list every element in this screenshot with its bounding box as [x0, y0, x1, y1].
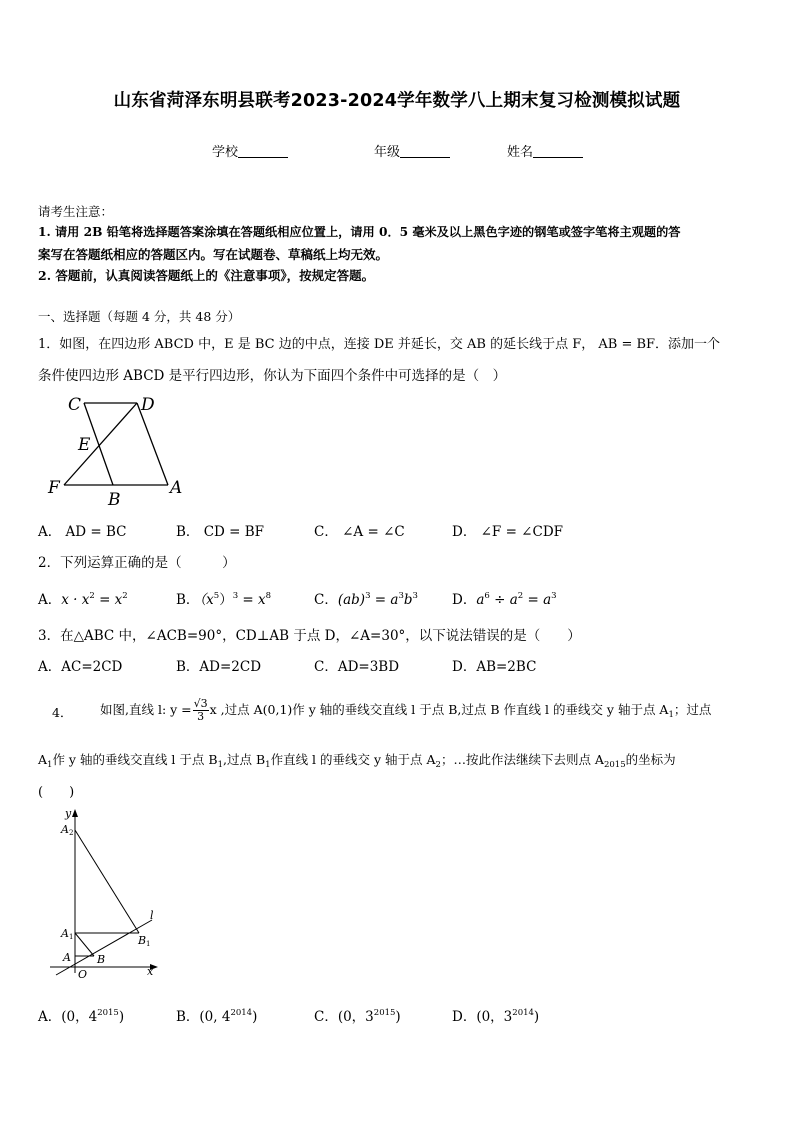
label-f: F: [48, 478, 60, 498]
q2-option-d-mid: ÷ a: [489, 592, 518, 608]
label-o: O: [78, 968, 88, 981]
q4-sub-1a: 1: [668, 710, 674, 720]
q4-paren: ( ): [38, 785, 75, 800]
q2-stem: 2．下列运算正确的是（ ）: [38, 555, 236, 571]
notice-line-1a: 1. 请用 2B 铅笔将选择题答案涂填在答题纸相应位置上，请用 0．5 毫米及以上黑色字迹的钢笔或签字笔将主观题的答: [38, 225, 681, 239]
q4-stem-line1: [100, 692, 711, 728]
q2-option-b-label: B．: [176, 592, 200, 608]
q4-l2-a: A: [38, 752, 48, 767]
q4-l2-sub3: 1: [265, 760, 271, 770]
q2-option-d-rhs: = a: [523, 592, 552, 608]
y-axis-arrow: [72, 809, 78, 817]
q2-option-c-exp1: 3: [365, 591, 371, 601]
q3-option-b[interactable]: B．AD=2CD: [176, 659, 262, 675]
grade-field[interactable]: [374, 141, 450, 160]
q3-option-a[interactable]: A．AC=2CD: [38, 659, 123, 675]
q2-option-b-exp1: 5: [213, 591, 220, 601]
school-field[interactable]: [212, 141, 288, 160]
q4-fraction: [193, 698, 209, 723]
q2-option-b-exp2: 3: [232, 591, 239, 601]
q4-l2-c: ,过点 B: [223, 752, 266, 767]
label-a2-sub: 2: [69, 829, 74, 837]
label-b1-sub: 1: [146, 940, 151, 948]
q2-option-c-label: C．: [314, 592, 338, 608]
label-a1: A: [61, 927, 69, 940]
notice-line-1b: 案写在答题纸相应的答题区内。写在试题卷、草稿纸上均无效。: [38, 247, 389, 262]
school-blank[interactable]: [238, 144, 288, 158]
q2-option-d-exp3: 3: [551, 591, 557, 601]
q4-l2-sub5: 2015: [603, 760, 626, 770]
name-blank[interactable]: [533, 144, 583, 158]
q4-option-b-exp: 2014: [230, 1008, 253, 1018]
q4-option-d[interactable]: [452, 1005, 539, 1025]
label-a: A: [63, 951, 71, 964]
q4-frac-den: 3: [197, 710, 205, 723]
q2-option-c-exp3: 3: [412, 591, 418, 601]
label-a2: A: [61, 823, 69, 836]
label-b: B: [108, 490, 121, 508]
q4-option-d-label: D．(0，3: [452, 1009, 513, 1025]
label-x: x: [147, 965, 154, 978]
q4-l2-sub4: 2: [435, 760, 441, 770]
label-a1-sub: 1: [69, 933, 74, 941]
segment-df: [64, 403, 137, 485]
q2-option-d-label: D．: [452, 592, 477, 608]
q4-number: 4．: [52, 705, 73, 720]
segment-ba1: [75, 933, 94, 956]
grade-blank[interactable]: [400, 144, 450, 158]
q2-option-c-rhs: = a: [370, 592, 399, 608]
q2-option-b-expr: （x: [199, 592, 214, 608]
name-label: 姓名: [507, 145, 534, 160]
q1-stem-line2: 条件使四边形 ABCD 是平行四边形，你认为下面四个条件中可选择的是（ ）: [38, 368, 507, 384]
label-b1: B: [138, 934, 147, 947]
q4-after-frac: x ,过点 A(0,1)作 y 轴的垂线交直线 l 于点 B,过点 B 作直线 l 的垂线交 y 轴于点 A: [209, 702, 669, 717]
q2-option-b-mid: ）: [219, 592, 233, 608]
q2-option-c-exp2: 3: [398, 591, 404, 601]
q4-l2-sub2: 1: [217, 760, 223, 770]
q2-option-c-expr: (ab): [337, 592, 366, 608]
name-field[interactable]: [507, 141, 583, 160]
q4-option-d-end: ): [533, 1009, 540, 1025]
page-title: 山东省菏泽东明县联考2023-2024学年数学八上期末复习检测模拟试题: [113, 91, 681, 111]
q4-stem-line2: [38, 750, 676, 768]
q1-option-c[interactable]: C． ∠A = ∠C: [314, 524, 405, 540]
q3-option-d[interactable]: D．AB=2BC: [452, 659, 537, 675]
q1-option-a[interactable]: A． AD = BC: [38, 524, 127, 540]
q4-after-sub: ；过点: [673, 702, 712, 717]
notice-line-2: 2. 答题前，认真阅读答题纸上的《注意事项》，按规定答题。: [38, 268, 375, 283]
section-heading: 一、选择题（每题 4 分，共 48 分）: [38, 309, 241, 324]
q2-option-a-exp2: 2: [122, 591, 128, 601]
label-l: l: [150, 909, 154, 922]
q4-lead: 如图,直线 l: y =: [100, 702, 192, 717]
q1-figure: [40, 388, 200, 508]
q4-l2-f: 的坐标为: [625, 752, 676, 767]
q4-figure: [44, 805, 174, 985]
q4-option-c[interactable]: [314, 1005, 401, 1025]
q4-l2-b: 作 y 轴的垂线交直线 l 于点 B: [52, 752, 218, 767]
label-d: D: [141, 395, 155, 415]
q4-option-c-exp: 2015: [373, 1008, 396, 1018]
q4-option-b[interactable]: [176, 1005, 257, 1025]
q2-option-c-rhs2: b: [403, 592, 413, 608]
label-b: B: [97, 953, 106, 966]
q2-option-a-exp1: 2: [89, 591, 95, 601]
q1-option-d[interactable]: D． ∠F = ∠CDF: [452, 524, 564, 540]
q2-option-a-expr: x · x: [61, 592, 90, 608]
q2-option-d-exp1: 6: [484, 591, 490, 601]
q4-option-a-exp: 2015: [97, 1008, 119, 1018]
q4-option-d-exp: 2014: [512, 1008, 534, 1018]
q3-stem: 3．在△ABC 中，∠ACB=90°，CD⊥AB 于点 D，∠A=30°，以下说法错误的是（ ）: [38, 628, 581, 644]
q2-option-d-expr: a: [476, 592, 485, 608]
q1-option-b[interactable]: B． CD = BF: [176, 524, 265, 540]
q4-frac-num: √3: [193, 696, 208, 710]
q2-option-a-rhs: = x: [94, 592, 123, 608]
q2-option-b-exp3: 8: [265, 591, 272, 601]
label-c: C: [68, 395, 82, 415]
q1-stem-line1: 1．如图，在四边形 ABCD 中，E 是 BC 边的中点，连接 DE 并延长，交 AB 的延长线于点 F， AB = BF．添加一个: [38, 337, 721, 352]
q2-option-b-rhs: = x: [238, 592, 266, 608]
q4-l2-e: ；…按此作法继续下去则点 A: [440, 752, 604, 767]
q2-option-d[interactable]: [452, 588, 557, 608]
q3-option-c[interactable]: C．AD=3BD: [314, 659, 400, 675]
school-label: 学校: [212, 145, 239, 160]
label-y: y: [65, 807, 72, 820]
notice-heading: 请考生注意：: [38, 204, 114, 219]
q2-option-d-exp2: 2: [517, 591, 524, 601]
label-a: A: [170, 478, 183, 498]
q4-option-b-label: B．(0, 4: [176, 1009, 231, 1025]
q4-option-a[interactable]: [38, 1005, 124, 1025]
segment-da: [137, 403, 168, 485]
label-e: E: [78, 435, 91, 455]
grade-label: 年级: [374, 145, 401, 160]
q4-option-a-end: ): [118, 1009, 125, 1025]
q4-option-c-label: C．(0，3: [314, 1009, 374, 1025]
q4-option-a-label: A．(0，4: [38, 1009, 98, 1025]
segment-b1a2: [75, 830, 139, 933]
q2-option-a-label: A．: [38, 592, 62, 608]
q2-option-b[interactable]: [176, 588, 271, 608]
q2-option-c[interactable]: [314, 588, 418, 608]
q2-option-a[interactable]: [38, 588, 128, 608]
q4-option-c-end: ): [395, 1009, 401, 1025]
q4-l2-d: 作直线 l 的垂线交 y 轴于点 A: [270, 752, 436, 767]
q4-l2-sub1: 1: [47, 760, 53, 770]
q4-option-b-end: ): [252, 1009, 258, 1025]
